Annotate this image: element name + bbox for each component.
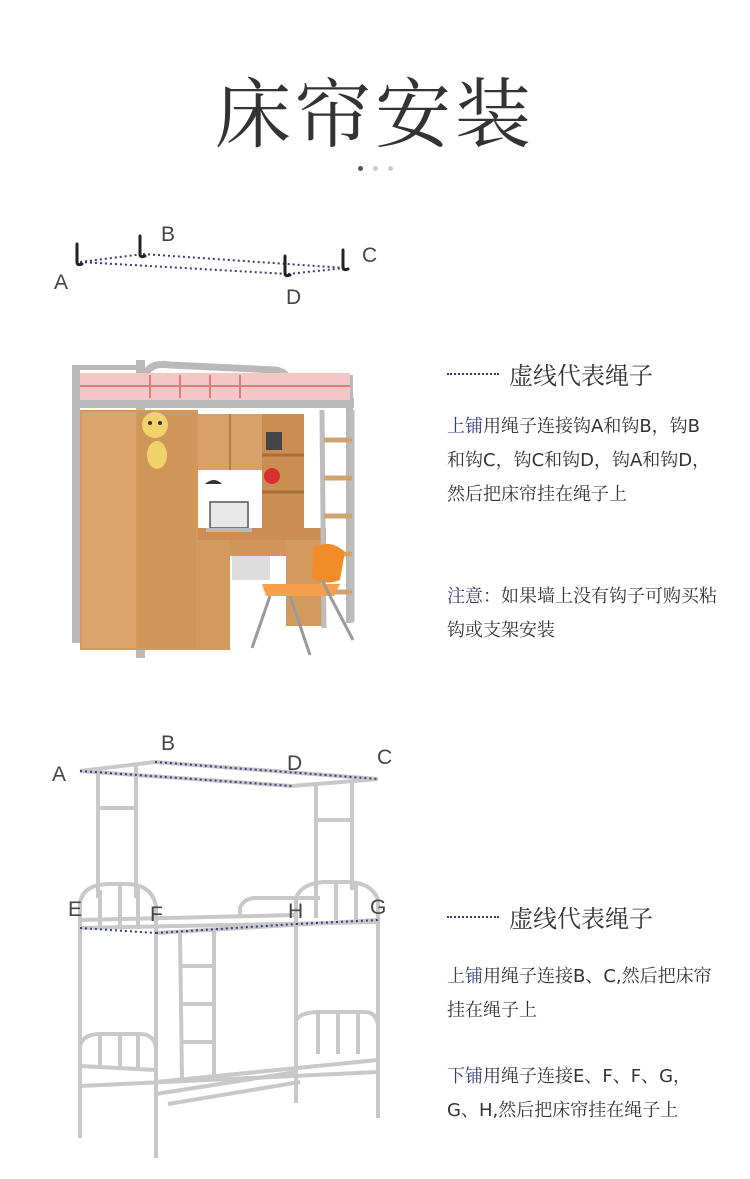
section2-para1-text: 用绳子连接B、C,然后把床帘挂在绳子上 — [447, 966, 712, 1021]
bunk-label-d: D — [287, 752, 303, 775]
bunk-label-a: A — [52, 763, 67, 786]
section2-paragraph1 — [447, 960, 717, 1028]
page-title: 床帘安装 — [215, 70, 535, 159]
hook-label-a: A — [54, 271, 69, 294]
hook-label-b: B — [161, 223, 176, 246]
bunk-label-e: E — [68, 898, 83, 921]
section1-para2-text: ：如果墙上没有钩子可购买粘钩或支架安装 — [447, 586, 717, 641]
section2-para2-highlight: 下铺 — [447, 1066, 483, 1087]
section1-para1-text: 用绳子连接钩A和钩B，钩B和钩C，钩C和钩D，钩A和钩D，然后把床帘挂在绳子上 — [447, 416, 711, 505]
bunk-label-f: F — [150, 903, 163, 926]
bunk-label-g: G — [370, 896, 387, 919]
bunk-label-c: C — [377, 746, 393, 769]
legend-1-text: 虚线代表绳子 — [509, 362, 653, 390]
section1-para1-highlight: 上铺 — [447, 416, 483, 437]
section2-para1-highlight: 上铺 — [447, 966, 483, 987]
hook-label-d: D — [286, 286, 302, 309]
section1-para2-highlight: 注意 — [447, 586, 483, 607]
bunk-label-h: H — [288, 900, 304, 923]
bunk-label-b: B — [161, 732, 176, 755]
section2-para2-text: 用绳子连接E、F、F、G，G、H,然后把床帘挂在绳子上 — [447, 1066, 692, 1121]
section2-paragraph2 — [447, 1060, 717, 1128]
bunk-rope-lines — [80, 762, 378, 933]
hook-label-c: C — [362, 244, 378, 267]
legend-2-text: 虚线代表绳子 — [509, 905, 653, 933]
legend-2 — [447, 899, 653, 934]
dotted-line-icon — [447, 916, 499, 918]
